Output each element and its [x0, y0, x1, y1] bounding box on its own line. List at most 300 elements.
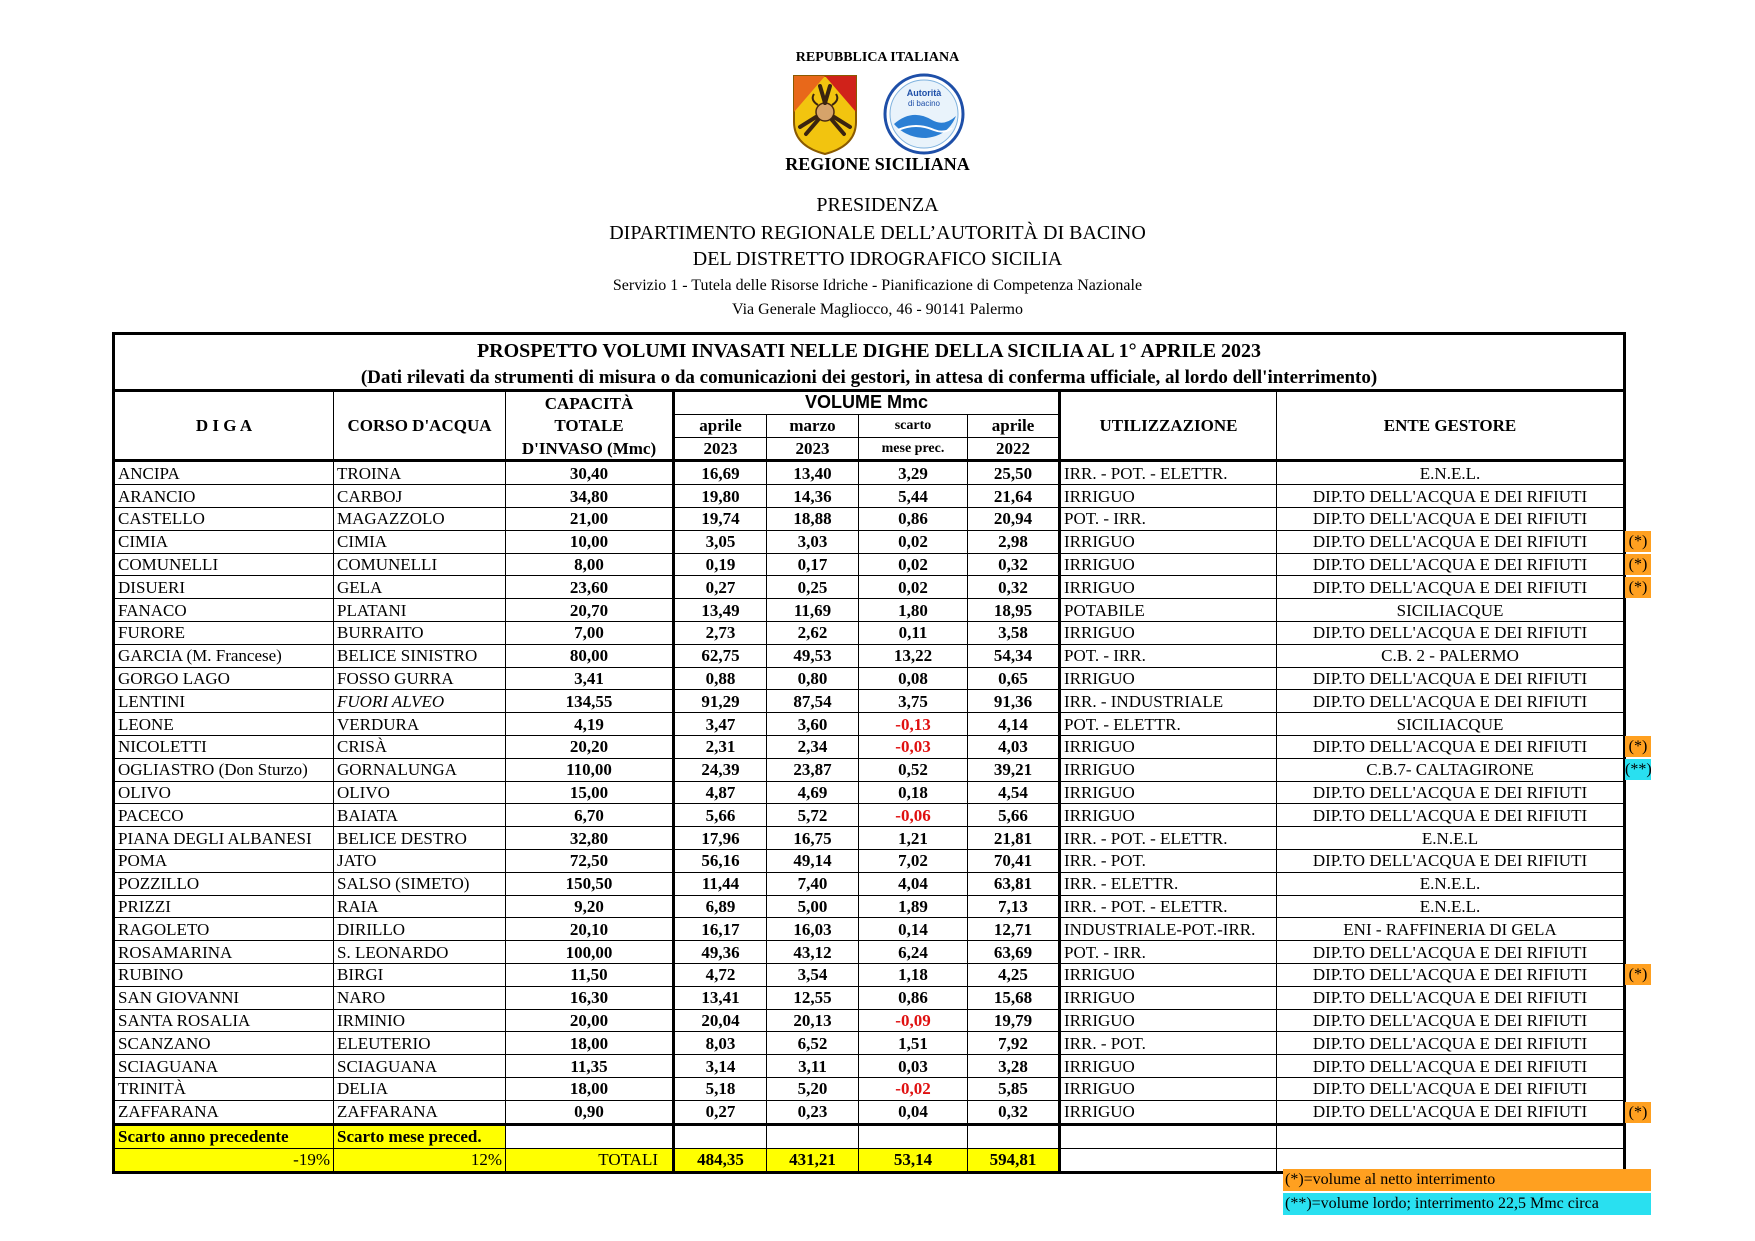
volume-apr-2023: 16,69	[674, 461, 767, 485]
table-row	[114, 1032, 1625, 1055]
volume-apr-2022: 7,92	[968, 1032, 1060, 1055]
river-name: ELEUTERIO	[334, 1032, 506, 1055]
usage: IRRIGUO	[1060, 1055, 1277, 1078]
row-note-flag: (*)	[1625, 531, 1651, 552]
dam-name: PACECO	[114, 804, 334, 827]
dam-name: SANTA ROSALIA	[114, 1009, 334, 1032]
volume-apr-2022: 3,58	[968, 621, 1060, 644]
delta-prev-month: -0,02	[859, 1077, 968, 1100]
river-name: BELICE SINISTRO	[334, 644, 506, 667]
capacity: 7,00	[506, 621, 674, 644]
capacity: 20,00	[506, 1009, 674, 1032]
delta-prev-month: -0,03	[859, 735, 968, 758]
volume-apr-2022: 0,32	[968, 553, 1060, 576]
usage: IRRIGUO	[1060, 804, 1277, 827]
capacity: 30,40	[506, 461, 674, 485]
volume-mar-2023: 12,55	[767, 986, 859, 1009]
river-name: TROINA	[334, 461, 506, 485]
capacity: 21,00	[506, 507, 674, 530]
footer-empty-7	[1060, 1148, 1277, 1172]
river-name: BAIATA	[334, 804, 506, 827]
delta-prev-month: 7,02	[859, 849, 968, 872]
usage: POT. - IRR.	[1060, 507, 1277, 530]
footer-empty-cap	[506, 1124, 674, 1148]
volume-mar-2023: 3,11	[767, 1055, 859, 1078]
volume-apr-2022: 25,50	[968, 461, 1060, 485]
operator: DIP.TO DELL'ACQUA E DEI RIFIUTI	[1277, 804, 1625, 827]
header-capacita-1: CAPACITÀ	[506, 391, 674, 415]
table-row	[114, 827, 1625, 850]
volume-apr-2023: 20,04	[674, 1009, 767, 1032]
delta-prev-month: 3,75	[859, 690, 968, 713]
capacity: 15,00	[506, 781, 674, 804]
delta-prev-month: 0,86	[859, 986, 968, 1009]
capacity: 3,41	[506, 667, 674, 690]
river-name: BIRGI	[334, 963, 506, 986]
capacity: 34,80	[506, 485, 674, 508]
capacity: 20,20	[506, 735, 674, 758]
river-name: SCIAGUANA	[334, 1055, 506, 1078]
operator: C.B.7- CALTAGIRONE	[1277, 758, 1625, 781]
header-apr23-a: aprile	[674, 414, 767, 437]
volume-apr-2022: 18,95	[968, 599, 1060, 622]
volume-apr-2023: 0,88	[674, 667, 767, 690]
dam-name: GARCIA (M. Francese)	[114, 644, 334, 667]
volume-apr-2023: 91,29	[674, 690, 767, 713]
volume-apr-2022: 4,14	[968, 713, 1060, 736]
operator: DIP.TO DELL'ACQUA E DEI RIFIUTI	[1277, 690, 1625, 713]
volume-apr-2022: 4,25	[968, 963, 1060, 986]
table-row	[114, 918, 1625, 941]
river-name: GELA	[334, 576, 506, 599]
delta-prev-month: 3,29	[859, 461, 968, 485]
volume-apr-2023: 49,36	[674, 941, 767, 964]
capacity: 32,80	[506, 827, 674, 850]
delta-prev-month: 1,51	[859, 1032, 968, 1055]
volume-mar-2023: 43,12	[767, 941, 859, 964]
operator: C.B. 2 - PALERMO	[1277, 644, 1625, 667]
table-row	[114, 986, 1625, 1009]
volume-mar-2023: 7,40	[767, 872, 859, 895]
capacity: 16,30	[506, 986, 674, 1009]
river-name: FOSSO GURRA	[334, 667, 506, 690]
volume-mar-2023: 2,62	[767, 621, 859, 644]
footer-empty-3	[859, 1124, 968, 1148]
delta-prev-month: -0,13	[859, 713, 968, 736]
delta-prev-month: 0,02	[859, 553, 968, 576]
capacity: 72,50	[506, 849, 674, 872]
operator: DIP.TO DELL'ACQUA E DEI RIFIUTI	[1277, 849, 1625, 872]
river-name: SALSO (SIMETO)	[334, 872, 506, 895]
address-line: Via Generale Magliocco, 46 - 90141 Palermo	[732, 301, 1023, 318]
river-name: NARO	[334, 986, 506, 1009]
volume-mar-2023: 23,87	[767, 758, 859, 781]
operator: DIP.TO DELL'ACQUA E DEI RIFIUTI	[1277, 735, 1625, 758]
delta-prev-month: 5,44	[859, 485, 968, 508]
river-name: RAIA	[334, 895, 506, 918]
volume-mar-2023: 0,25	[767, 576, 859, 599]
table-row	[114, 461, 1625, 485]
dam-name: OLIVO	[114, 781, 334, 804]
usage: POT. - IRR.	[1060, 941, 1277, 964]
dam-name: RUBINO	[114, 963, 334, 986]
capacity: 20,10	[506, 918, 674, 941]
svg-text:di bacino: di bacino	[907, 99, 940, 108]
river-name: IRMINIO	[334, 1009, 506, 1032]
republic-label: REPUBBLICA ITALIANA	[795, 50, 960, 65]
usage: IRR. - POT.	[1060, 1032, 1277, 1055]
river-name: GORNALUNGA	[334, 758, 506, 781]
volume-apr-2022: 5,66	[968, 804, 1060, 827]
delta-prev-month: 1,80	[859, 599, 968, 622]
operator: E.N.E.L.	[1277, 895, 1625, 918]
header-apr22-b: 2022	[968, 437, 1060, 461]
operator: DIP.TO DELL'ACQUA E DEI RIFIUTI	[1277, 941, 1625, 964]
river-name: PLATANI	[334, 599, 506, 622]
volume-mar-2023: 6,52	[767, 1032, 859, 1055]
dam-name: FURORE	[114, 621, 334, 644]
usage: IRRIGUO	[1060, 1009, 1277, 1032]
delta-prev-month: 0,08	[859, 667, 968, 690]
dam-name: PRIZZI	[114, 895, 334, 918]
scarto-anno-label: Scarto anno precedente	[114, 1124, 334, 1148]
dam-name: SCIAGUANA	[114, 1055, 334, 1078]
table-row	[114, 621, 1625, 644]
footer-empty-4	[968, 1124, 1060, 1148]
usage: IRRIGUO	[1060, 553, 1277, 576]
usage: POT. - ELETTR.	[1060, 713, 1277, 736]
river-name: COMUNELLI	[334, 553, 506, 576]
sicily-coat-of-arms-icon	[790, 72, 860, 156]
volume-apr-2022: 63,81	[968, 872, 1060, 895]
table-row	[114, 963, 1625, 986]
volume-mar-2023: 5,00	[767, 895, 859, 918]
delta-prev-month: -0,09	[859, 1009, 968, 1032]
header-apr23-b: 2023	[674, 437, 767, 461]
volume-apr-2023: 2,31	[674, 735, 767, 758]
table-row	[114, 895, 1625, 918]
capacity: 8,00	[506, 553, 674, 576]
operator: DIP.TO DELL'ACQUA E DEI RIFIUTI	[1277, 1009, 1625, 1032]
dam-name: ARANCIO	[114, 485, 334, 508]
dam-name: ANCIPA	[114, 461, 334, 485]
table-row	[114, 530, 1625, 553]
scarto-anno-value: -19%	[114, 1148, 334, 1172]
river-name: BELICE DESTRO	[334, 827, 506, 850]
svg-text:Autorità: Autorità	[906, 88, 941, 98]
usage: IRR. - POT.	[1060, 849, 1277, 872]
header-capacita-2: TOTALE	[506, 414, 674, 437]
dam-name: LEONE	[114, 713, 334, 736]
dam-name: SCANZANO	[114, 1032, 334, 1055]
operator: SICILIACQUE	[1277, 713, 1625, 736]
delta-prev-month: 4,04	[859, 872, 968, 895]
usage: POTABILE	[1060, 599, 1277, 622]
volume-apr-2022: 19,79	[968, 1009, 1060, 1032]
capacity: 10,00	[506, 530, 674, 553]
volume-apr-2023: 0,27	[674, 576, 767, 599]
operator: ENI - RAFFINERIA DI GELA	[1277, 918, 1625, 941]
delta-prev-month: 1,21	[859, 827, 968, 850]
capacity: 0,90	[506, 1100, 674, 1124]
capacity: 134,55	[506, 690, 674, 713]
usage: IRR. - POT. - ELETTR.	[1060, 827, 1277, 850]
operator: DIP.TO DELL'ACQUA E DEI RIFIUTI	[1277, 530, 1625, 553]
total-apr22: 594,81	[968, 1148, 1060, 1172]
volume-apr-2022: 0,65	[968, 667, 1060, 690]
operator: DIP.TO DELL'ACQUA E DEI RIFIUTI	[1277, 485, 1625, 508]
usage: IRRIGUO	[1060, 758, 1277, 781]
volume-apr-2022: 0,32	[968, 576, 1060, 599]
volume-apr-2023: 2,73	[674, 621, 767, 644]
capacity: 18,00	[506, 1032, 674, 1055]
volume-mar-2023: 0,23	[767, 1100, 859, 1124]
delta-prev-month: 0,14	[859, 918, 968, 941]
dam-name: GORGO LAGO	[114, 667, 334, 690]
volume-apr-2022: 91,36	[968, 690, 1060, 713]
dam-name: CIMIA	[114, 530, 334, 553]
header-volume: VOLUME Mmc	[674, 391, 1060, 415]
usage: IRRIGUO	[1060, 576, 1277, 599]
volume-apr-2022: 7,13	[968, 895, 1060, 918]
volume-apr-2022: 0,32	[968, 1100, 1060, 1124]
delta-prev-month: 1,89	[859, 895, 968, 918]
footer-empty-6	[1277, 1124, 1625, 1148]
volume-apr-2023: 56,16	[674, 849, 767, 872]
volume-apr-2023: 3,05	[674, 530, 767, 553]
operator: DIP.TO DELL'ACQUA E DEI RIFIUTI	[1277, 576, 1625, 599]
volume-apr-2022: 12,71	[968, 918, 1060, 941]
logos	[0, 72, 1755, 156]
table-row	[114, 667, 1625, 690]
volume-apr-2022: 15,68	[968, 986, 1060, 1009]
volume-mar-2023: 49,53	[767, 644, 859, 667]
volume-apr-2023: 19,80	[674, 485, 767, 508]
volume-apr-2022: 4,03	[968, 735, 1060, 758]
department-line1: DIPARTIMENTO REGIONALE DELL’AUTORITÀ DI BACINO	[609, 222, 1146, 244]
dam-name: LENTINI	[114, 690, 334, 713]
usage: IRR. - ELETTR.	[1060, 872, 1277, 895]
volume-mar-2023: 3,03	[767, 530, 859, 553]
row-note-flag: (*)	[1625, 577, 1651, 598]
dam-name: SAN GIOVANNI	[114, 986, 334, 1009]
volume-mar-2023: 3,54	[767, 963, 859, 986]
volume-apr-2022: 4,54	[968, 781, 1060, 804]
region-label: REGIONE SICILIANA	[785, 154, 970, 174]
volume-mar-2023: 0,17	[767, 553, 859, 576]
volume-apr-2023: 5,18	[674, 1077, 767, 1100]
table-row	[114, 713, 1625, 736]
capacity: 18,00	[506, 1077, 674, 1100]
table-row	[114, 758, 1625, 781]
delta-prev-month: 0,02	[859, 576, 968, 599]
dam-name: OGLIASTRO (Don Sturzo)	[114, 758, 334, 781]
table-row	[114, 1077, 1625, 1100]
usage: IRRIGUO	[1060, 1100, 1277, 1124]
capacity: 11,35	[506, 1055, 674, 1078]
dam-name: RAGOLETO	[114, 918, 334, 941]
river-name: CIMIA	[334, 530, 506, 553]
volume-apr-2023: 24,39	[674, 758, 767, 781]
volume-apr-2023: 3,47	[674, 713, 767, 736]
service-line: Servizio 1 - Tutela delle Risorse Idriche - Pianificazione di Competenza Nazionale	[612, 277, 1143, 294]
volume-mar-2023: 5,20	[767, 1077, 859, 1100]
delta-prev-month: 6,24	[859, 941, 968, 964]
river-name: MAGAZZOLO	[334, 507, 506, 530]
table-row	[114, 1009, 1625, 1032]
capacity: 9,20	[506, 895, 674, 918]
table-title: PROSPETTO VOLUMI INVASATI NELLE DIGHE DELLA SICILIA AL 1° APRILE 2023	[476, 339, 1262, 362]
row-note-flag: (**)	[1625, 761, 1652, 779]
dam-name: POMA	[114, 849, 334, 872]
volume-mar-2023: 2,34	[767, 735, 859, 758]
delta-prev-month: 0,11	[859, 621, 968, 644]
header-scarto-a: scarto	[859, 414, 968, 437]
table-row	[114, 1055, 1625, 1078]
delta-prev-month: 0,04	[859, 1100, 968, 1124]
operator: DIP.TO DELL'ACQUA E DEI RIFIUTI	[1277, 1077, 1625, 1100]
delta-prev-month: 0,18	[859, 781, 968, 804]
volume-mar-2023: 0,80	[767, 667, 859, 690]
volume-apr-2022: 20,94	[968, 507, 1060, 530]
operator: DIP.TO DELL'ACQUA E DEI RIFIUTI	[1277, 667, 1625, 690]
table-row	[114, 599, 1625, 622]
operator: DIP.TO DELL'ACQUA E DEI RIFIUTI	[1277, 986, 1625, 1009]
volume-mar-2023: 3,60	[767, 713, 859, 736]
usage: IRRIGUO	[1060, 986, 1277, 1009]
river-name: JATO	[334, 849, 506, 872]
volume-mar-2023: 5,72	[767, 804, 859, 827]
footer-empty-2	[767, 1124, 859, 1148]
volume-apr-2022: 54,34	[968, 644, 1060, 667]
table-body	[114, 461, 1625, 1124]
row-note-flag: (*)	[1625, 736, 1651, 757]
capacity: 6,70	[506, 804, 674, 827]
table-row	[114, 507, 1625, 530]
volume-mar-2023: 4,69	[767, 781, 859, 804]
delta-prev-month: 0,02	[859, 530, 968, 553]
row-note-flag: (*)	[1625, 1102, 1651, 1123]
dam-name: NICOLETTI	[114, 735, 334, 758]
volume-mar-2023: 11,69	[767, 599, 859, 622]
volume-apr-2023: 4,72	[674, 963, 767, 986]
table-row	[114, 485, 1625, 508]
footer-empty-1	[674, 1124, 767, 1148]
total-apr23: 484,35	[674, 1148, 767, 1172]
legend-note-net: (*)=volume al netto interrimento	[1283, 1169, 1651, 1191]
usage: IRRIGUO	[1060, 735, 1277, 758]
volume-apr-2023: 17,96	[674, 827, 767, 850]
river-name: OLIVO	[334, 781, 506, 804]
dam-name: DISUERI	[114, 576, 334, 599]
usage: IRRIGUO	[1060, 1077, 1277, 1100]
capacity: 23,60	[506, 576, 674, 599]
river-name: ZAFFARANA	[334, 1100, 506, 1124]
usage: IRR. - POT. - ELETTR.	[1060, 461, 1277, 485]
totali-label: TOTALI	[506, 1148, 674, 1172]
operator: DIP.TO DELL'ACQUA E DEI RIFIUTI	[1277, 507, 1625, 530]
volume-mar-2023: 16,75	[767, 827, 859, 850]
operator: DIP.TO DELL'ACQUA E DEI RIFIUTI	[1277, 963, 1625, 986]
dam-name: TRINITÀ	[114, 1077, 334, 1100]
volume-apr-2023: 13,41	[674, 986, 767, 1009]
usage: IRRIGUO	[1060, 485, 1277, 508]
header-utilizzazione: UTILIZZAZIONE	[1060, 391, 1277, 461]
volume-apr-2023: 0,19	[674, 553, 767, 576]
volume-mar-2023: 13,40	[767, 461, 859, 485]
dam-name: FANACO	[114, 599, 334, 622]
table-row	[114, 872, 1625, 895]
river-name: DELIA	[334, 1077, 506, 1100]
capacity: 4,19	[506, 713, 674, 736]
delta-prev-month: 0,86	[859, 507, 968, 530]
volume-apr-2022: 39,21	[968, 758, 1060, 781]
row-note-flag: (*)	[1625, 964, 1651, 985]
footer-empty-5	[1060, 1124, 1277, 1148]
river-name: DIRILLO	[334, 918, 506, 941]
operator: DIP.TO DELL'ACQUA E DEI RIFIUTI	[1277, 553, 1625, 576]
capacity: 110,00	[506, 758, 674, 781]
delta-prev-month: 0,03	[859, 1055, 968, 1078]
row-note-flag: (*)	[1625, 554, 1651, 575]
usage: IRRIGUO	[1060, 667, 1277, 690]
dams-volume-table	[112, 332, 1626, 1174]
dam-name: ROSAMARINA	[114, 941, 334, 964]
volume-mar-2023: 18,88	[767, 507, 859, 530]
dam-name: PIANA DEGLI ALBANESI	[114, 827, 334, 850]
river-name: CRISÀ	[334, 735, 506, 758]
volume-apr-2022: 21,81	[968, 827, 1060, 850]
header-corso: CORSO D'ACQUA	[334, 391, 506, 461]
operator: DIP.TO DELL'ACQUA E DEI RIFIUTI	[1277, 1032, 1625, 1055]
total-mar23: 431,21	[767, 1148, 859, 1172]
total-scarto: 53,14	[859, 1148, 968, 1172]
capacity: 150,50	[506, 872, 674, 895]
usage: IRR. - INDUSTRIALE	[1060, 690, 1277, 713]
volume-apr-2023: 6,89	[674, 895, 767, 918]
dam-name: ZAFFARANA	[114, 1100, 334, 1124]
dam-name: COMUNELLI	[114, 553, 334, 576]
usage: IRRIGUO	[1060, 963, 1277, 986]
table-row	[114, 941, 1625, 964]
header-diga: D I G A	[114, 391, 334, 461]
volume-apr-2022: 70,41	[968, 849, 1060, 872]
delta-prev-month: 13,22	[859, 644, 968, 667]
scarto-mese-label: Scarto mese preced.	[334, 1124, 506, 1148]
usage: INDUSTRIALE-POT.-IRR.	[1060, 918, 1277, 941]
volume-mar-2023: 14,36	[767, 485, 859, 508]
volume-mar-2023: 87,54	[767, 690, 859, 713]
delta-prev-month: 0,52	[859, 758, 968, 781]
header-apr22-a: aprile	[968, 414, 1060, 437]
header-mar23-b: 2023	[767, 437, 859, 461]
table-row	[114, 735, 1625, 758]
header-ente: ENTE GESTORE	[1277, 391, 1625, 461]
dam-name: CASTELLO	[114, 507, 334, 530]
capacity: 100,00	[506, 941, 674, 964]
table-row	[114, 1100, 1625, 1124]
delta-prev-month: -0,06	[859, 804, 968, 827]
operator: DIP.TO DELL'ACQUA E DEI RIFIUTI	[1277, 1100, 1625, 1124]
header-scarto-b: mese prec.	[859, 437, 968, 461]
presidenza-label: PRESIDENZA	[816, 194, 939, 216]
table-row	[114, 553, 1625, 576]
operator: E.N.E.L	[1277, 827, 1625, 850]
volume-apr-2022: 5,85	[968, 1077, 1060, 1100]
operator: E.N.E.L.	[1277, 872, 1625, 895]
river-name: FUORI ALVEO	[334, 690, 506, 713]
legend-note-gross: (**)=volume lordo; interrimento 22,5 Mmc circa	[1283, 1193, 1651, 1215]
